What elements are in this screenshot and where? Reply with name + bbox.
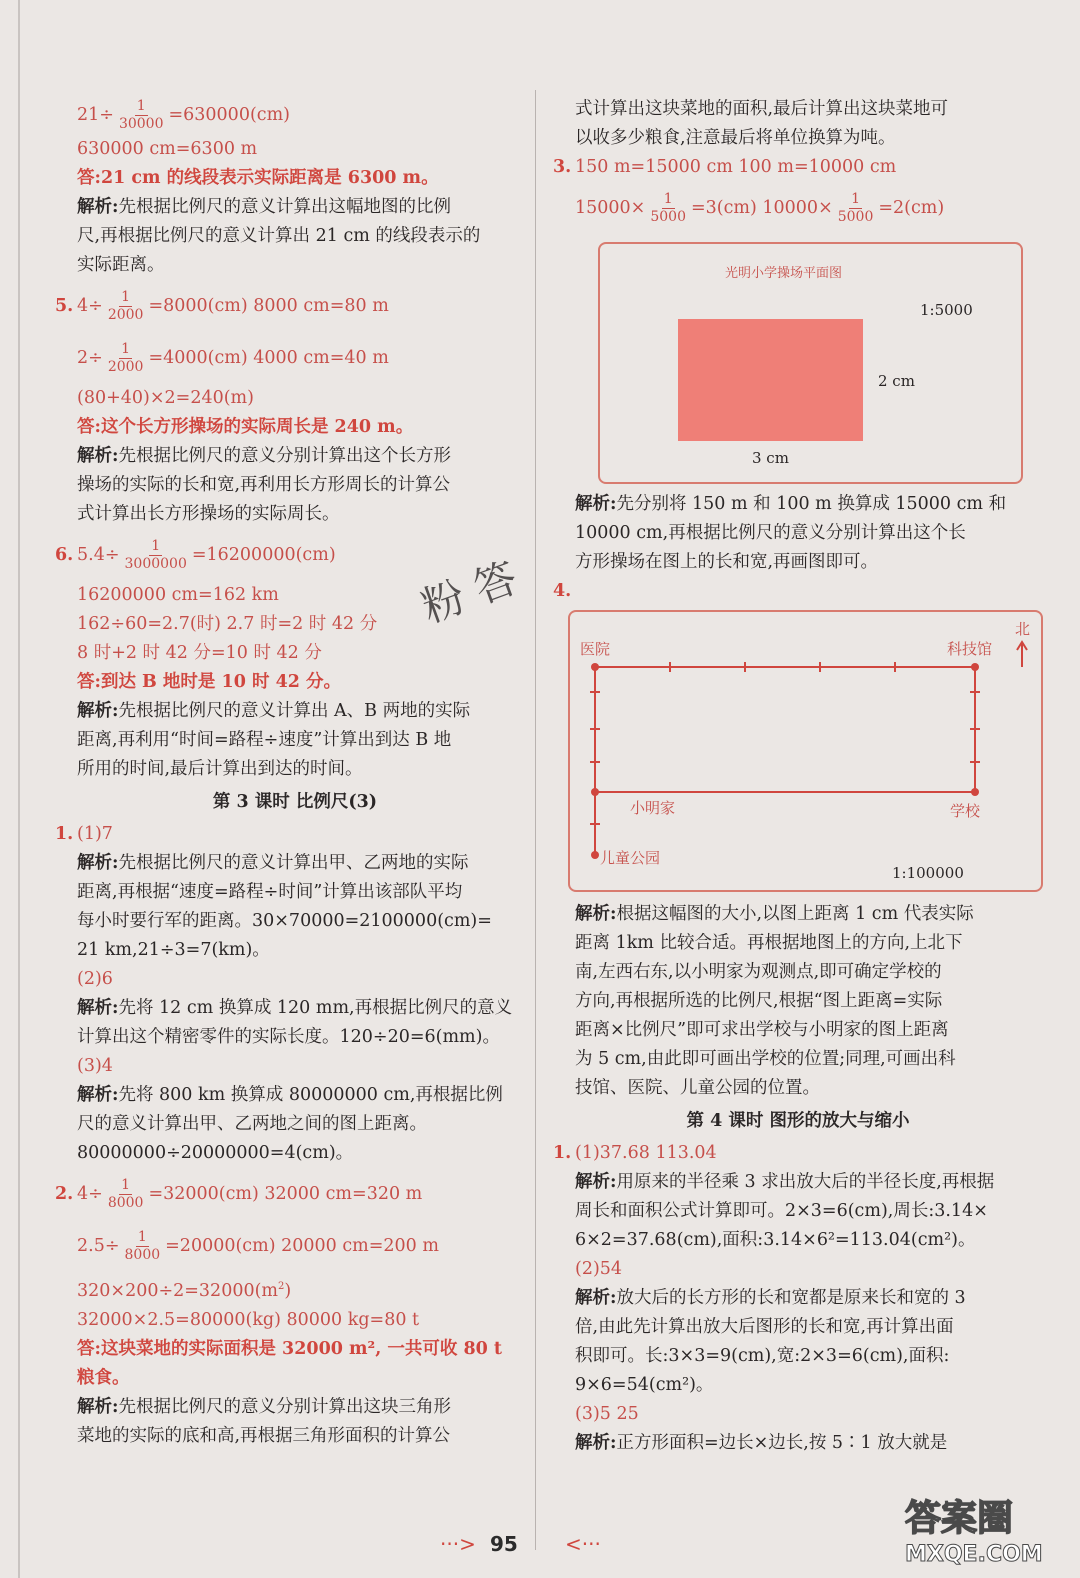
text-line: (80+40)×2=240(m) [77,388,254,408]
text-line: 8 时+2 时 42 分=10 时 42 分 [77,643,322,663]
question-1: 1. (1)37.68 113.04 [553,1143,717,1163]
watermark-url: MXQE.COM [905,1542,1043,1567]
text-line: 10000 cm,再根据比例尺的意义分别计算出这个长 [575,523,966,543]
text-line: 计算出这个精密零件的实际长度。120÷20=6(mm)。 [77,1027,500,1047]
right-column [553,95,1043,1458]
text-line: 积即可。长:3×3=9(cm),宽:2×3=6(cm),面积: [575,1346,950,1366]
north-label: 北 [1015,620,1031,638]
text-line: 尺的意义计算出甲、乙两地之间的图上距离。 [77,1114,427,1134]
arrow-left-icon: <··· [565,1532,601,1556]
analysis-line: 解析:先根据比例尺的意义分别计算出这块三角形 [77,1396,451,1417]
analysis-line: 解析:先将 12 cm 换算成 120 mm,再根据比例尺的意义 [77,998,513,1018]
analysis-line: 解析:先根据比例尺的意义分别计算出这个长方形 [77,446,451,466]
section-heading: 第 4 课时 图形的放大与缩小 [686,1111,910,1131]
answer-line: 答:21 cm 的线段表示实际距离是 6300 m。 [77,168,439,188]
question-1: 1. (1)7 [55,824,113,844]
school-dot [971,788,979,796]
playground-plan [598,242,1023,484]
plan-height-label: 2 cm [878,372,915,390]
analysis-line: 解析:放大后的长方形的长和宽都是原来长和宽的 3 [575,1288,966,1308]
column-divider [535,90,536,1550]
formula-line: 15000× $\frac{1}{5000}$ =3(cm) 10000× $\frac{1}{5000}$ =2(cm) [575,191,945,225]
text-line: 162÷60=2.7(时) 2.7 时=2 时 42 分 [77,614,378,634]
map-scale: 1:100000 [892,864,964,882]
school-label: 学校 [950,802,981,820]
analysis-line: 解析:用原来的半径乘 3 求出放大后的半径长度,再根据 [575,1172,995,1192]
hospital-label: 医院 [580,640,611,658]
left-column [55,95,535,1451]
text-line: 16200000 cm=162 km [77,585,279,605]
text-line: 32000×2.5=80000(kg) 80000 kg=80 t [77,1309,420,1330]
tech-dot [971,663,979,671]
question-2: 2. 4÷ $\frac{1}{8000}$ =32000(cm) 32000 cm=320 m [55,1177,423,1211]
text-line: 所用的时间,最后计算出到达的时间。 [77,759,363,779]
section-heading: 第 3 课时 比例尺(3) [212,792,378,812]
answer-line: 粮食。 [77,1367,130,1388]
location-map [568,610,1043,892]
sub-answer: (3)4 [77,1056,113,1076]
question-5: 5. 4÷ $\frac{1}{2000}$ =8000(cm) 8000 cm=80 m [55,289,389,323]
text-line: 实际距离。 [77,255,165,275]
binding-line [18,0,20,1578]
text-line: 尺,再根据比例尺的意义计算出 21 cm 的线段表示的 [77,226,481,246]
home-label: 小明家 [630,799,676,817]
analysis-line: 解析:先根据比例尺的意义计算出 A、B 两地的实际 [77,701,471,721]
sub-answer: (2)6 [77,969,113,989]
plan-title: 光明小学操场平面图 [725,266,843,281]
answer-line: 答:这块菜地的实际面积是 32000 m², 一共可收 80 t [77,1338,503,1359]
plan-width-label: 3 cm [752,449,789,467]
text-line: 距离,再根据“速度=路程÷时间”计算出该部队平均 [77,882,463,902]
text-line: 6×2=37.68(cm),面积:3.14×6²=113.04(cm²)。 [575,1230,976,1250]
text-line: 方形操场在图上的长和宽,再画图即可。 [575,552,879,572]
answer-line: 答:到达 B 地时是 10 时 42 分。 [77,672,342,692]
text-line: 周长和面积公式计算即可。2×3=6(cm),周长:3.14× [575,1201,988,1221]
park-label: 儿童公园 [600,849,661,867]
analysis-line: 解析:先将 800 km 换算成 80000000 cm,再根据比例 [77,1085,503,1105]
sub-answer: (2)54 [575,1259,623,1279]
tech-label: 科技馆 [947,640,993,658]
text-line: 倍,由此先计算出放大后图形的长和宽,再计算出面 [575,1317,954,1337]
text-line: 距离,再利用“时间=路程÷速度”计算出到达 B 地 [77,730,452,750]
question-6: 6. 5.4÷ $\frac{1}{3000000}$ =16200000(cm) [55,538,336,572]
text-line: 630000 cm=6300 m [77,139,258,159]
analysis-line: 解析:先分别将 150 m 和 100 m 换算成 15000 cm 和 [575,494,1007,514]
text-line: 每小时要行军的距离。30×70000=2100000(cm)= [77,911,492,931]
analysis-line: 解析:先根据比例尺的意义计算出这幅地图的比例 [77,197,451,217]
text-line: 以收多少粮食,注意最后将单位换算为吨。 [575,128,896,148]
formula-line: 2÷ $\frac{1}{2000}$ =4000(cm) 4000 cm=40 m [77,341,389,375]
text-line: 菜地的实际的底和高,再根据三角形面积的计算公 [77,1425,451,1446]
plan-scale: 1:5000 [920,301,973,319]
arrow-right-icon: ···> [440,1532,476,1556]
text-line: 80000000÷20000000=4(cm)。 [77,1143,354,1163]
text-line: 距离 1km 比较合适。再根据地图上的方向,上北下 [575,933,963,953]
home-dot [591,788,599,796]
formula-line: 2.5÷ $\frac{1}{8000}$ =20000(cm) 20000 cm=200 m [77,1229,439,1263]
text-line: 为 5 cm,由此即可画出学校的位置;同理,可画出科 [575,1049,956,1069]
analysis-line: 解析:正方形面积=边长×边长,按 5∶1 放大就是 [575,1433,948,1453]
text-line: 南,左西右东,以小明家为观测点,即可确定学校的 [575,962,942,982]
text-line: 式计算出这块菜地的面积,最后计算出这块菜地可 [575,99,949,119]
hospital-dot [591,663,599,671]
text-line: 方向,再根据所选的比例尺,根据“图上距离=实际 [575,991,943,1011]
formula-line: 21÷ $\frac{1}{30000}$ =630000(cm) [77,98,291,132]
text-line: $320\times 200\div 2=32000(m^2)$ [77,1280,292,1301]
question-3: 3. 150 m=15000 cm 100 m=10000 cm [553,157,897,177]
park-dot [591,851,599,859]
analysis-line: 解析:根据这幅图的大小,以图上距离 1 cm 代表实际 [575,904,974,924]
text-line: 21 km,21÷3=7(km)。 [77,940,270,960]
text-line: 式计算出长方形操场的实际周长。 [77,504,340,524]
page-number: 95 [490,1532,518,1556]
text-line: 技馆、医院、儿童公园的位置。 [575,1078,820,1098]
sub-answer: (3)5 25 [575,1404,639,1424]
playground-rectangle [678,319,863,441]
watermark-title: 答案圈 [905,1498,1014,1539]
question-4: 4. [553,581,572,601]
text-line: 9×6=54(cm²)。 [575,1375,714,1395]
handwriting-scribble: 粉 答 [415,552,524,633]
answer-line: 答:这个长方形操场的实际周长是 240 m。 [77,417,414,437]
text-line: 操场的实际的长和宽,再利用长方形周长的计算公 [77,475,451,495]
analysis-line: 解析:先根据比例尺的意义计算出甲、乙两地的实际 [77,853,469,873]
text-line: 距离×比例尺”即可求出学校与小明家的图上距离 [575,1020,949,1040]
site-watermark [895,1490,1075,1578]
